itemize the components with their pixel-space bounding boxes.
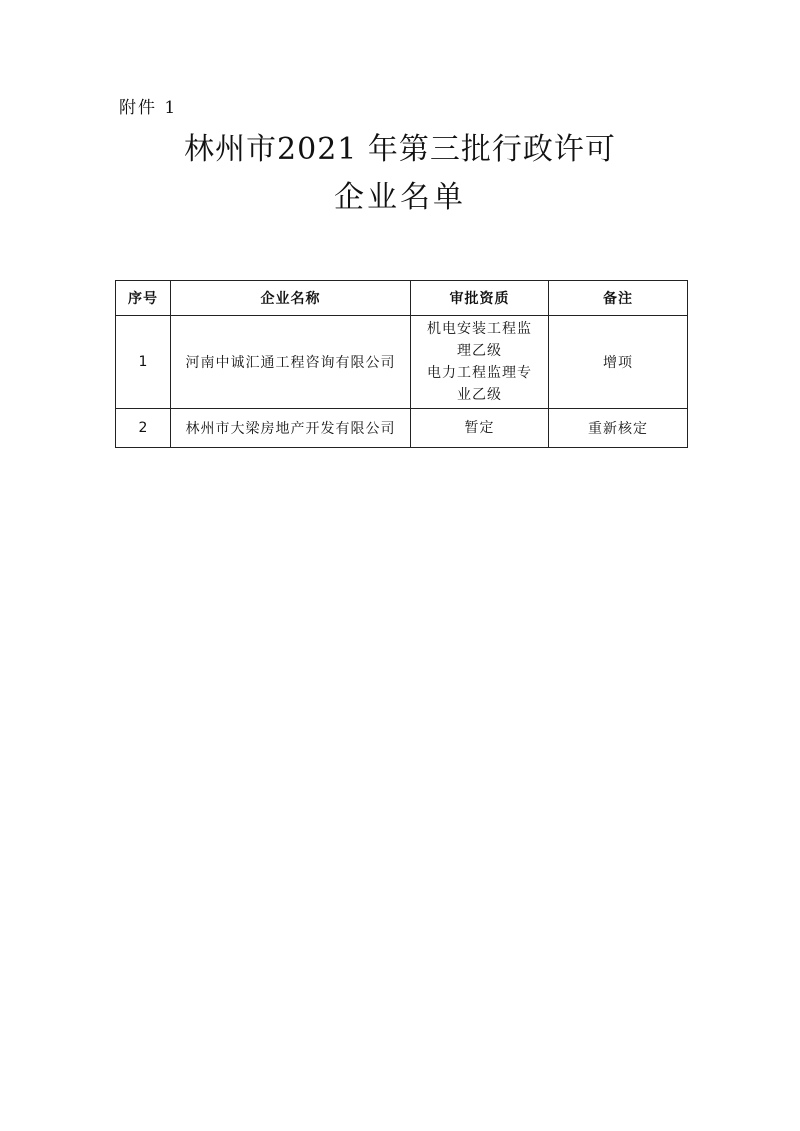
attachment-label: 附件 1 [119, 98, 178, 118]
seq-cell: 1 [116, 316, 171, 409]
column-header-seq: 序号 [116, 281, 171, 316]
qualification-line: 理乙级 [457, 343, 502, 359]
note-cell: 增项 [549, 316, 688, 409]
qualification-line: 暂定 [464, 420, 495, 436]
company-list-table [115, 280, 688, 448]
column-header-note: 备注 [549, 281, 688, 316]
qualification-line: 电力工程监理专 [427, 365, 532, 381]
company-name-cell: 林州市大梁房地产开发有限公司 [171, 409, 411, 448]
qualification-line: 业乙级 [457, 387, 502, 403]
table-row [116, 316, 688, 409]
table-header-row [116, 281, 688, 316]
column-header-qualification: 审批资质 [411, 281, 549, 316]
document-title-line-2: 企业名单 [334, 180, 466, 215]
qualification-line: 机电安装工程监 [427, 321, 532, 337]
seq-cell: 2 [116, 409, 171, 448]
qualification-cell [411, 316, 549, 409]
column-header-company-name: 企业名称 [171, 281, 411, 316]
document-title-line-1: 林州市2021 年第三批行政许可 [184, 132, 616, 167]
note-cell: 重新核定 [549, 409, 688, 448]
table-row [116, 409, 688, 448]
company-name-cell: 河南中诚汇通工程咨询有限公司 [171, 316, 411, 409]
qualification-cell [411, 409, 549, 448]
